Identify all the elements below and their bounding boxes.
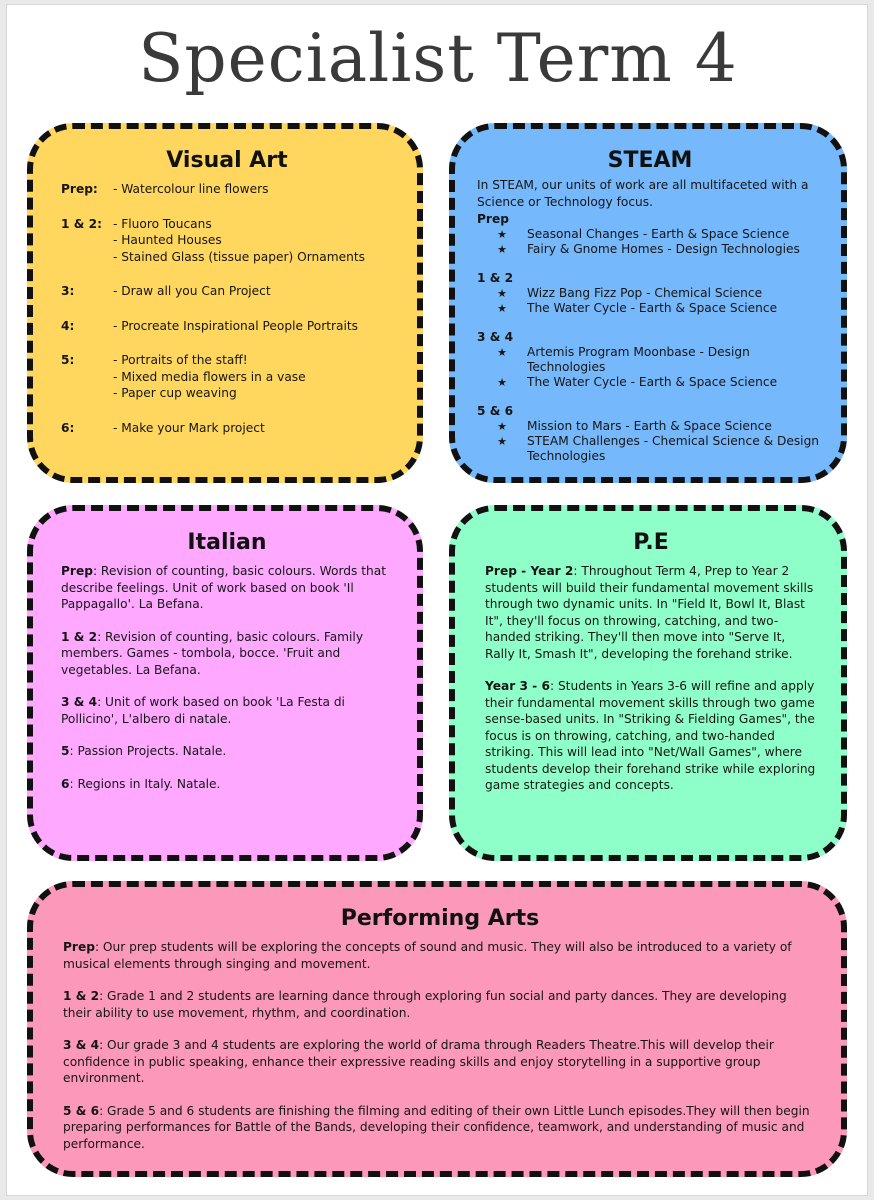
year-label: Prep [477, 212, 509, 226]
page-title: Specialist Term 4 [138, 20, 738, 97]
unit-text: Mission to Mars - Earth & Space Science [527, 419, 772, 433]
steam-heading: STEAM [607, 148, 693, 173]
list-item: - Stained Glass (tissue paper) Ornaments [113, 249, 365, 264]
flyer-page [6, 4, 868, 1196]
unit-text: STEAM Challenges - Chemical Science & Design Technologies [527, 434, 820, 463]
year-label: 5 & 6 [63, 1103, 100, 1118]
paragraph [485, 678, 817, 794]
year-label: Year 3 - 6 [485, 679, 550, 693]
list-item: - Procreate Inspirational People Portraits [113, 318, 359, 333]
star-icon: ★ [497, 302, 507, 315]
year-label: 1 & 2: [61, 216, 102, 231]
paragraph-text: : Our prep students will be exploring the concepts of sound and music. They will also be introduced to a variety of musical elements through singing and movement. [63, 940, 792, 971]
year-label: 3 & 4 [63, 1038, 100, 1052]
italian-heading: Italian [187, 530, 267, 555]
year-label: 1 & 2 [61, 629, 98, 644]
list-item [477, 434, 823, 464]
paragraph [61, 776, 393, 793]
visual-art-items [113, 181, 268, 198]
year-label: 3 & 4 [477, 330, 514, 344]
visual-art-row [61, 181, 393, 198]
paragraph [61, 563, 393, 613]
paragraph [61, 629, 393, 679]
visual-art-items [113, 283, 271, 300]
year-label: 5 & 6 [477, 404, 514, 418]
steam-group [477, 404, 823, 464]
visual-art-row [61, 283, 393, 300]
performing-arts-panel [27, 881, 847, 1177]
star-icon: ★ [497, 420, 507, 433]
visual-art-items [113, 216, 365, 266]
list-item [477, 301, 823, 316]
star-icon: ★ [497, 376, 507, 389]
list-item: - Watercolour line flowers [113, 182, 269, 196]
unit-text: Artemis Program Moonbase - Design Technologies [527, 345, 750, 374]
pe-panel [449, 505, 847, 861]
list-item: - Haunted Houses [113, 233, 222, 247]
star-icon: ★ [497, 435, 507, 448]
pe-paragraphs [485, 563, 817, 794]
list-item [477, 345, 823, 375]
steam-group [477, 212, 823, 257]
unit-text: Fairy & Gnome Homes - Design Technologies [527, 242, 800, 256]
year-label: 5 [61, 744, 70, 758]
list-item [477, 375, 823, 390]
visual-art-row [61, 420, 393, 437]
steam-groups [477, 212, 823, 464]
year-label: 1 & 2 [63, 989, 100, 1003]
visual-art-heading: Visual Art [166, 148, 288, 173]
list-item: - Paper cup weaving [113, 386, 237, 400]
unit-text: Wizz Bang Fizz Pop - Chemical Science [527, 286, 763, 300]
visual-art-items [113, 352, 306, 402]
list-item [477, 242, 823, 257]
list-item: - Draw all you Can Project [113, 284, 271, 298]
paragraph-text: : Revision of counting, basic colours. Words that describe feelings. Unit of work based on book 'Il Pappagallo'. La Befana. [61, 564, 386, 611]
performing-arts-heading: Performing Arts [340, 906, 540, 931]
steam-panel [449, 123, 847, 483]
visual-art-panel [27, 123, 423, 483]
steam-group [477, 330, 823, 390]
pe-heading: P.E [633, 530, 669, 555]
paragraph [63, 1103, 817, 1153]
visual-art-row [61, 318, 393, 335]
list-item [477, 227, 823, 242]
paragraph [485, 563, 817, 662]
visual-art-row [61, 216, 393, 266]
visual-art-items [113, 420, 265, 437]
paragraph-text: : Passion Projects. Natale. [69, 744, 227, 758]
paragraph [61, 743, 393, 760]
year-label: Prep: [61, 182, 98, 196]
list-item: - Fluoro Toucans [113, 216, 212, 231]
paragraph [63, 988, 817, 1021]
year-label: 5: [61, 353, 75, 367]
paragraph [61, 694, 393, 727]
visual-art-row [61, 352, 393, 402]
year-label: 6 [61, 776, 70, 791]
paragraph-text: : Throughout Term 4, Prep to Year 2 students will build their fundamental movement skills through two dynamic units. In "Field It, Bowl It, Blast It", they'll focus on throwing, catching, and two-handed striking. They'll then move into "Serve It, Rally It, Smash It", developing the forehand strike. [485, 564, 814, 661]
list-item: - Portraits of the staff! [113, 353, 248, 367]
year-label: 6: [61, 420, 75, 435]
year-label: 3 & 4 [61, 695, 98, 709]
list-item: - Mixed media flowers in a vase [113, 369, 306, 384]
paragraph [63, 1037, 817, 1087]
paragraph-text: : Grade 5 and 6 students are finishing the filming and editing of their own Little Lunch episodes.They will then begin preparing performances for Battle of the Bands, developing their confidence, teamwork, and understanding of music and performance. [63, 1103, 810, 1151]
year-label: Prep [61, 564, 93, 578]
italian-paragraphs [61, 563, 393, 792]
list-item: - Make your Mark project [113, 420, 265, 435]
steam-intro: In STEAM, our units of work are all multifaceted with a Science or Technology focus. [477, 178, 809, 209]
visual-art-list [61, 181, 393, 436]
star-icon: ★ [497, 287, 507, 300]
paragraph [63, 939, 817, 972]
star-icon: ★ [497, 346, 507, 359]
year-label: 3: [61, 284, 75, 298]
visual-art-items [113, 318, 358, 335]
paragraph-text: : Regions in Italy. Natale. [69, 776, 221, 791]
italian-panel [27, 505, 423, 861]
list-item [477, 286, 823, 301]
unit-text: The Water Cycle - Earth & Space Science [527, 301, 778, 315]
performing-arts-paragraphs [63, 939, 817, 1152]
year-label: 4: [61, 318, 75, 333]
year-label: Prep - Year 2 [485, 564, 574, 578]
unit-text: The Water Cycle - Earth & Space Science [527, 375, 778, 389]
paragraph-text: : Unit of work based on book 'La Festa di Pollicino', L'albero di natale. [61, 695, 345, 726]
paragraph-text: : Students in Years 3-6 will refine and apply their fundamental movement skills through two game sense-based units. In "Striking & Fielding Games", the focus is on throwing, catching, and two-handed striking. This will lead into "Net/Wall Games", where students develop their forehand strike while exploring game strategies and concepts. [485, 679, 816, 792]
star-icon: ★ [497, 228, 507, 241]
paragraph-text: : Grade 1 and 2 students are learning dance through exploring fun social and party dances. They are developing their ability to use movement, rhythm, and coordination. [63, 989, 787, 1020]
year-label: Prep [63, 940, 95, 954]
paragraph-text: : Revision of counting, basic colours. Family members. Games - tombola, bocce. 'Fruit and vegetables. La Befana. [61, 629, 364, 677]
star-icon: ★ [497, 243, 507, 256]
unit-text: Seasonal Changes - Earth & Space Science [527, 227, 790, 241]
steam-group [477, 271, 823, 316]
paragraph-text: : Our grade 3 and 4 students are exploring the world of drama through Readers Theatre.This will develop their confidence in public speaking, enhance their expressive reading skills and enjoy storytelling in a supportive group environment. [63, 1038, 774, 1085]
year-label: 1 & 2 [477, 271, 514, 285]
list-item [477, 419, 823, 434]
